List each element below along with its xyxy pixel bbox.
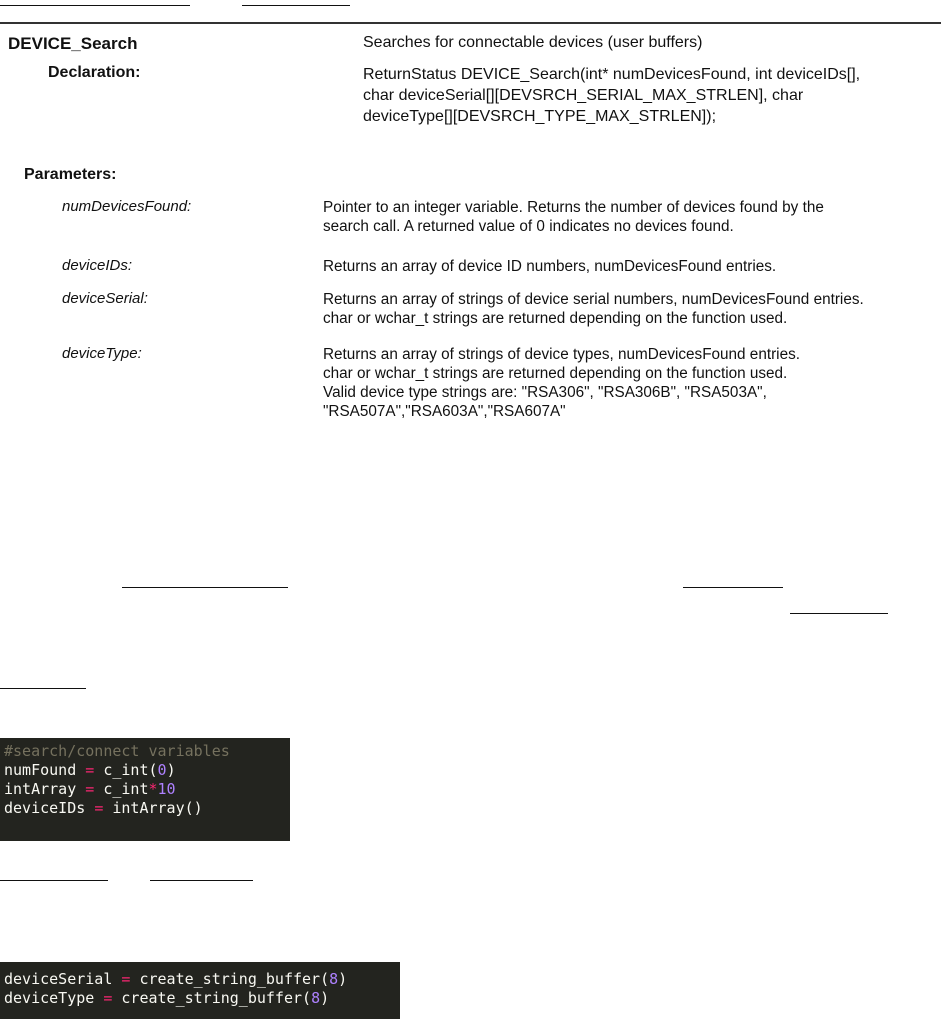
param-line: Valid device type strings are: "RSA306", "RSA306B", "RSA503A",	[323, 384, 767, 401]
param-line: char or wchar_t strings are returned depending on the function used.	[323, 310, 788, 327]
param-name: deviceType:	[62, 345, 142, 362]
code-comment: #search/connect variables	[4, 742, 230, 760]
code-line	[4, 761, 286, 780]
code-token: numFound	[4, 761, 77, 779]
code-token: intArray()	[112, 799, 203, 817]
param-description	[323, 257, 933, 276]
underline-fragment	[150, 880, 253, 881]
code-line	[4, 970, 396, 989]
code-token: intArray	[4, 780, 77, 798]
param-line: Returns an array of device ID numbers, numDevicesFound entries.	[323, 258, 777, 275]
function-name: DEVICE_Search	[8, 34, 138, 53]
code-operator: =	[94, 799, 104, 817]
code-token: create_string_buffer(	[121, 989, 312, 1007]
param-line: Pointer to an integer variable. Returns the number of devices found by the	[323, 199, 824, 216]
param-name: numDevicesFound:	[62, 198, 192, 215]
param-line: search call. A returned value of 0 indicates no devices found.	[323, 218, 734, 235]
code-line	[4, 989, 396, 1008]
declaration-line: char deviceSerial[][DEVSRCH_SERIAL_MAX_STRLEN], char	[363, 87, 804, 104]
declaration-text	[363, 64, 933, 127]
code-line	[4, 780, 286, 799]
underline-fragment	[683, 587, 783, 588]
param-line: Returns an array of strings of device serial numbers, numDevicesFound entries.	[323, 291, 864, 308]
code-operator: =	[85, 761, 95, 779]
code-operator: *	[148, 780, 158, 798]
underline-fragment	[0, 880, 108, 881]
code-number: 0	[157, 761, 167, 779]
underline-fragment	[242, 5, 350, 6]
declaration-label: Declaration:	[48, 64, 141, 81]
code-operator: =	[85, 780, 95, 798]
param-description	[323, 290, 933, 328]
param-name: deviceSerial:	[62, 290, 148, 307]
code-token: deviceIDs	[4, 799, 86, 817]
parameters-label: Parameters:	[24, 166, 117, 183]
param-line: Returns an array of strings of device types, numDevicesFound entries.	[323, 346, 800, 363]
underline-fragment	[790, 613, 888, 614]
code-operator: =	[121, 970, 131, 988]
param-name: deviceIDs:	[62, 257, 133, 274]
code-token: create_string_buffer(	[139, 970, 330, 988]
code-token: deviceType	[4, 989, 95, 1007]
code-number: 8	[329, 970, 339, 988]
underline-fragment	[0, 688, 86, 689]
code-operator: =	[103, 989, 113, 1007]
code-block	[0, 962, 400, 1019]
code-number: 8	[311, 989, 321, 1007]
underline-fragment	[0, 5, 190, 6]
param-line: "RSA507A","RSA603A","RSA607A"	[323, 403, 566, 420]
code-block	[0, 738, 290, 841]
code-line	[4, 799, 286, 818]
code-number: 10	[157, 780, 176, 798]
section-divider	[0, 22, 941, 24]
param-description	[323, 198, 933, 236]
code-token: )	[320, 989, 330, 1007]
declaration-line: deviceType[][DEVSRCH_TYPE_MAX_STRLEN]);	[363, 108, 717, 125]
declaration-line: ReturnStatus DEVICE_Search(int* numDevicesFound, int deviceIDs[],	[363, 66, 861, 83]
code-token: c_int(	[103, 761, 158, 779]
underline-fragment	[122, 587, 288, 588]
code-token: )	[166, 761, 176, 779]
code-token: deviceSerial	[4, 970, 113, 988]
param-line: char or wchar_t strings are returned depending on the function used.	[323, 365, 788, 382]
code-token: )	[338, 970, 348, 988]
param-description	[323, 345, 933, 421]
function-summary: Searches for connectable devices (user buffers)	[363, 34, 703, 51]
code-token: c_int	[103, 780, 149, 798]
